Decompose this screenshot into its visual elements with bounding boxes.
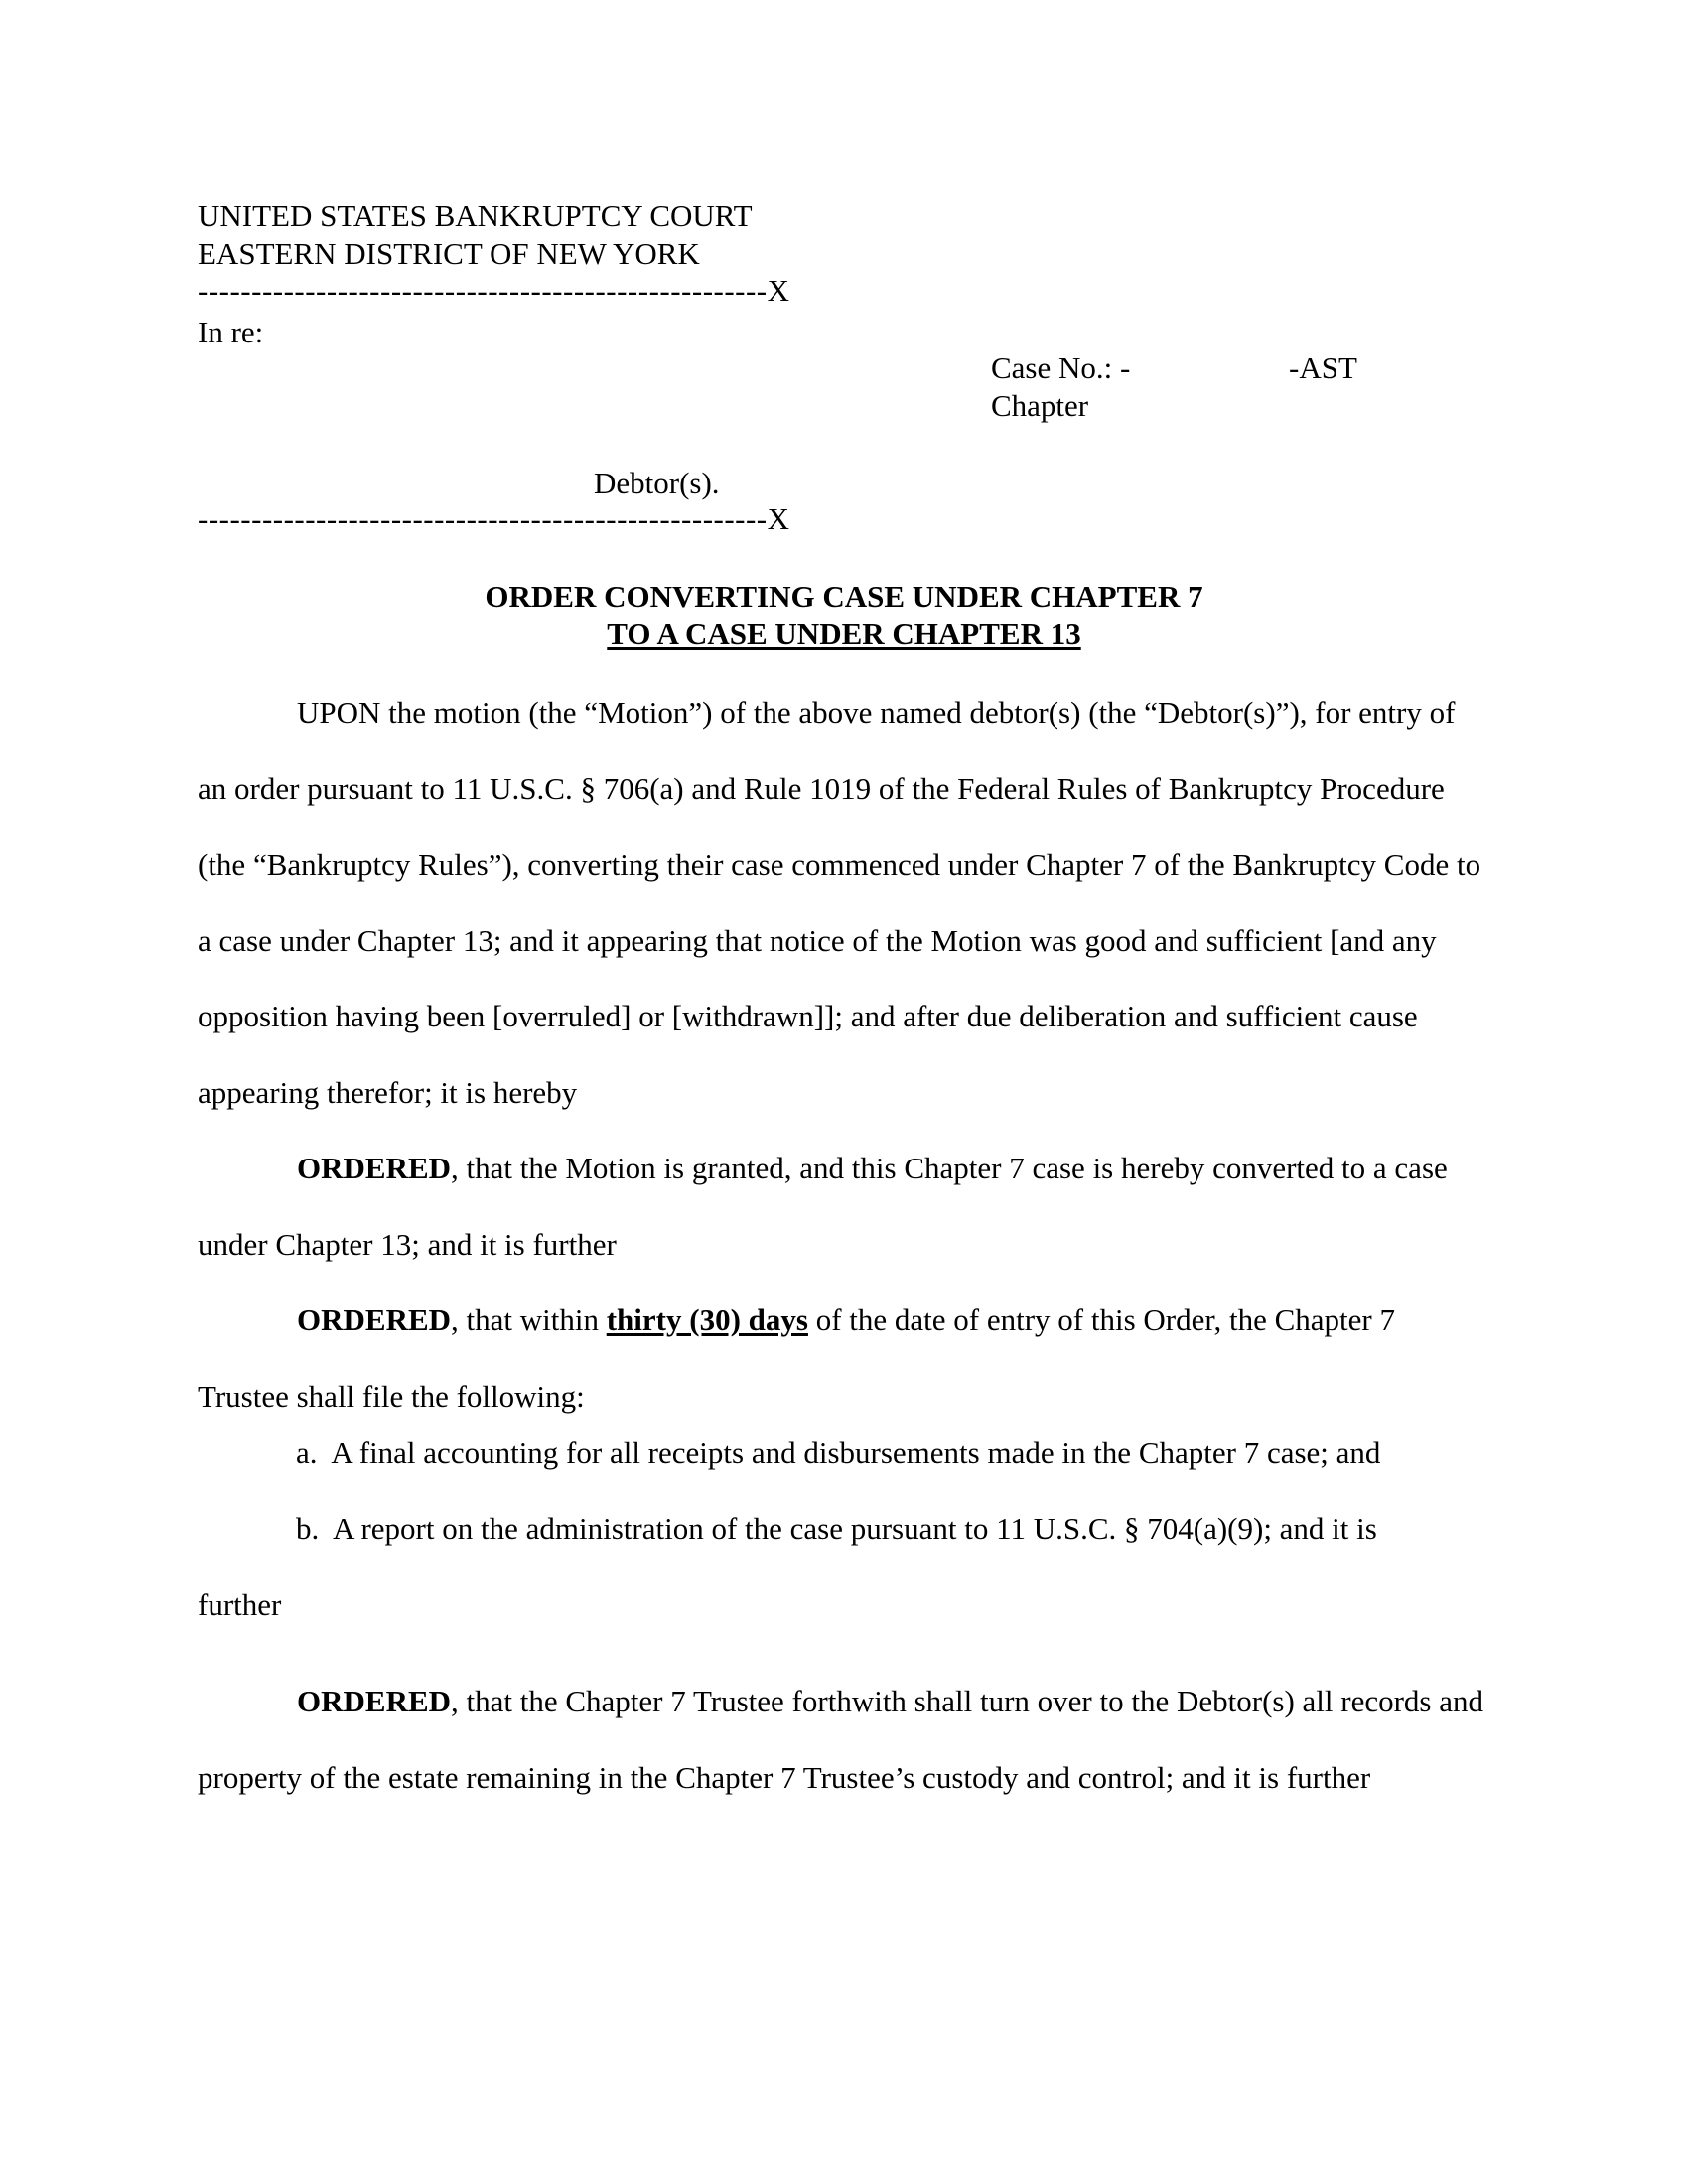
court-name: UNITED STATES BANKRUPTCY COURT bbox=[198, 199, 753, 233]
court-district: EASTERN DISTRICT OF NEW YORK bbox=[198, 236, 700, 271]
debtor-label: Debtor(s). bbox=[594, 466, 720, 500]
list-item-b-text: A report on the administration of the case pursuant to 11 U.S.C. § 704(a)(9); and it is bbox=[333, 1511, 1377, 1546]
ordered-paragraph-3 bbox=[198, 1664, 1488, 1816]
order-title-line1: ORDER CONVERTING CASE UNDER CHAPTER 7 bbox=[485, 579, 1203, 614]
list-item-b bbox=[296, 1511, 1377, 1547]
list-item-a-text: A final accounting for all receipts and disbursements made in the Chapter 7 case; and bbox=[331, 1435, 1381, 1470]
deadline-emphasis: thirty (30) days bbox=[606, 1302, 808, 1337]
order-title-line2: TO A CASE UNDER CHAPTER 13 bbox=[607, 616, 1081, 651]
ordered-paragraph-2 bbox=[198, 1283, 1488, 1434]
in-re-label: In re: bbox=[198, 315, 264, 349]
caption-separator-bottom: -----------------------------------------------------X bbox=[198, 501, 790, 536]
chapter-label: Chapter bbox=[991, 388, 1089, 423]
ordered-label: ORDERED bbox=[297, 1302, 452, 1337]
ordered-paragraph-3-text: , that the Chapter 7 Trustee forthwith shall turn over to the Debtor(s) all records and property of the estate remaining in the Chapter 7 Trustee’s custody and control; and it is further bbox=[198, 1684, 1483, 1795]
list-item-a bbox=[296, 1435, 1380, 1471]
ordered-label: ORDERED bbox=[297, 1151, 452, 1185]
list-marker-b: b. bbox=[296, 1511, 320, 1546]
caption-separator-top: -----------------------------------------------------X bbox=[198, 273, 790, 308]
list-marker-a: a. bbox=[296, 1435, 318, 1470]
ordered-paragraph-1-text: , that the Motion is granted, and this Chapter 7 case is hereby converted to a case under Chapter 13; and it is further bbox=[198, 1151, 1448, 1262]
case-number-label: Case No.: - bbox=[991, 350, 1131, 385]
ordered-label: ORDERED bbox=[297, 1684, 452, 1718]
ordered-paragraph-1 bbox=[198, 1131, 1488, 1283]
ordered-paragraph-2-pre: , that within bbox=[451, 1302, 607, 1337]
upon-paragraph: UPON the motion (the “Motion”) of the above named debtor(s) (the “Debtor(s)”), for entry of an order pursuant to 11 U.S.C. § 706(a) and Rule 1019 of the Federal Rules of Bankruptcy Procedure (the “Bankruptcy Rules”), converting their case commenced under Chapter 7 of the Bankruptcy Code to a case under Chapter 13; and it appearing that notice of the Motion was good and sufficient [and any opposition having been [overruled] or [withdrawn]]; and after due deliberation and sufficient cause appearing therefor; it is hereby bbox=[198, 695, 1481, 1110]
ordered-paragraph-2-post: of the date of entry of this Order, the Chapter 7 Trustee shall file the following: bbox=[198, 1302, 1395, 1414]
list-item-b-continuation: further bbox=[198, 1587, 282, 1622]
case-number-suffix: -AST bbox=[1289, 350, 1357, 385]
